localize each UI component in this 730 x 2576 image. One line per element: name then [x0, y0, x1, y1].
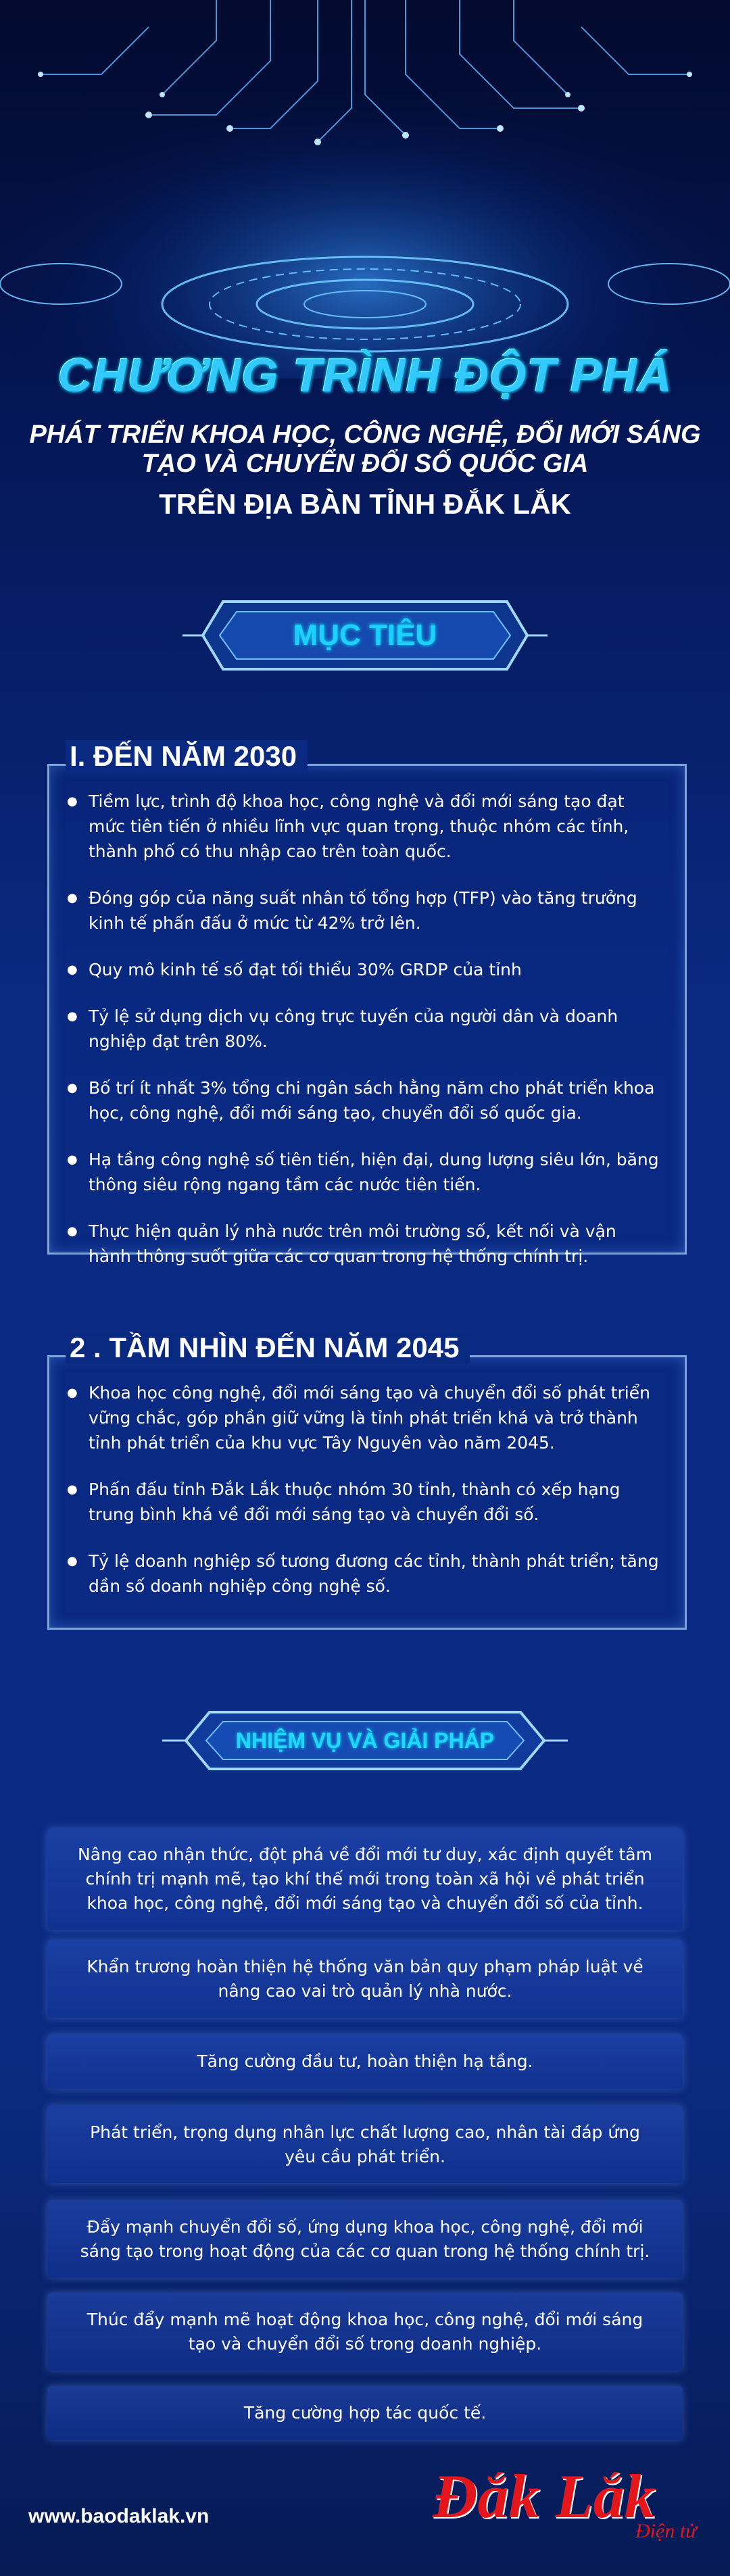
page-subtitle-location: TRÊN ĐỊA BÀN TỈNH ĐẮK LẮK	[159, 488, 571, 520]
list-item: ● Tỷ lệ doanh nghiệp số tương đương các tỉnh, thành phát triển; tăng dần số doanh nghiệp công nghệ số.	[67, 1549, 659, 1599]
goals-badge	[182, 588, 548, 683]
section-title: I. ĐẾN NĂM 2030	[66, 740, 308, 773]
task-item: Khẩn trương hoàn thiện hệ thống văn bản quy phạm pháp luật về nâng cao vai trò quản lý nhà nước.	[47, 1940, 683, 2018]
hero-background	[0, 0, 730, 379]
task-item: Thúc đẩy mạnh mẽ hoạt động khoa học, công nghệ, đổi mới sáng tạo và chuyển đổi số trong doanh nghiệp.	[47, 2293, 683, 2371]
list-item: ● Tỷ lệ sử dụng dịch vụ công trực tuyến của người dân và doanh nghiệp đạt trên 80%.	[67, 1004, 659, 1054]
section-title: 2 . TẦM NHÌN ĐẾN NĂM 2045	[66, 1332, 470, 1364]
page-subtitle: PHÁT TRIỂN KHOA HỌC, CÔNG NGHỆ, ĐỔI MỚI SÁNG TẠO VÀ CHUYỂN ĐỔI SỐ QUỐC GIA	[29, 420, 701, 478]
task-item: Đẩy mạnh chuyển đổi số, ứng dụng khoa học, công nghệ, đổi mới sáng tạo trong hoạt động của các cơ quan trong hệ thống chính trị.	[47, 2200, 683, 2278]
list-item: ● Tiềm lực, trình độ khoa học, công nghệ và đổi mới sáng tạo đạt mức tiên tiến ở nhiều lĩnh vực quan trọng, thuộc nhóm các tỉnh, thành phố có thu nhập cao trên toàn quốc.	[67, 789, 659, 864]
logo-sub-text: Điện tử	[635, 2520, 697, 2542]
list-item: ● Đóng góp của năng suất nhân tố tổng hợp (TFP) vào tăng trưởng kinh tế phấn đấu ở mức từ 42% trở lên.	[67, 885, 659, 935]
goals-badge-label: MỤC TIÊU	[293, 618, 437, 652]
logo-main-text: Đắk Lắk	[433, 2462, 656, 2531]
task-item: Nâng cao nhận thức, đột phá về đổi mới tư duy, xác định quyết tâm chính trị mạnh mẽ, tạo khí thế mới trong toàn xã hội về phát triển khoa học, công nghệ, đổi mới sáng tạo và chuyển đổi số của tỉnh.	[47, 1828, 683, 1930]
list-item: ● Quy mô kinh tế số đạt tối thiểu 30% GRDP của tỉnh	[67, 957, 659, 982]
goals-2030-panel	[47, 740, 687, 1266]
vision-2045-panel	[47, 1332, 687, 1630]
task-item: Phát triển, trọng dụng nhân lực chất lượng cao, nhân tài đáp ứng yêu cầu phát triển.	[47, 2106, 683, 2183]
newspaper-logo	[433, 2460, 716, 2548]
list-item: ● Thực hiện quản lý nhà nước trên môi trường số, kết nối và vận hành thông suốt giữa các cơ quan trong hệ thống chính trị.	[67, 1219, 659, 1269]
task-item: Tăng cường đầu tư, hoàn thiện hạ tầng.	[47, 2035, 683, 2089]
tech-circuit-graphic	[0, 0, 730, 379]
tasks-badge-label: NHIỆM VỤ VÀ GIẢI PHÁP	[235, 1728, 495, 1753]
goals-2030-list	[49, 766, 685, 1269]
page-title: CHƯƠNG TRÌNH ĐỘT PHÁ	[57, 349, 673, 402]
list-item: ● Bố trí ít nhất 3% tổng chi ngân sách hằng năm cho phát triển khoa học, công nghệ, đổi mới sáng tạo, chuyển đổi số quốc gia.	[67, 1075, 659, 1125]
list-item: ● Phấn đấu tỉnh Đắk Lắk thuộc nhóm 30 tỉnh, thành có xếp hạng trung bình khá về đổi mới sáng tạo và chuyển đổi số.	[67, 1477, 659, 1527]
list-item: ● Khoa học công nghệ, đổi mới sáng tạo và chuyển đổi số phát triển vững chắc, góp phần giữ vững là tỉnh phát triển khá và trở thành tỉnh phát triển của khu vực Tây Nguyên vào năm 2045.	[67, 1380, 659, 1455]
website-link[interactable]: www.baodaklak.vn	[28, 2505, 210, 2527]
list-item: ● Hạ tầng công nghệ số tiên tiến, hiện đại, dung lượng siêu lớn, băng thông siêu rộng ngang tầm các nước tiên tiến.	[67, 1147, 659, 1197]
tasks-badge	[162, 1700, 568, 1781]
task-item: Tăng cường hợp tác quốc tế.	[47, 2386, 683, 2440]
vision-2045-list	[49, 1357, 685, 1599]
